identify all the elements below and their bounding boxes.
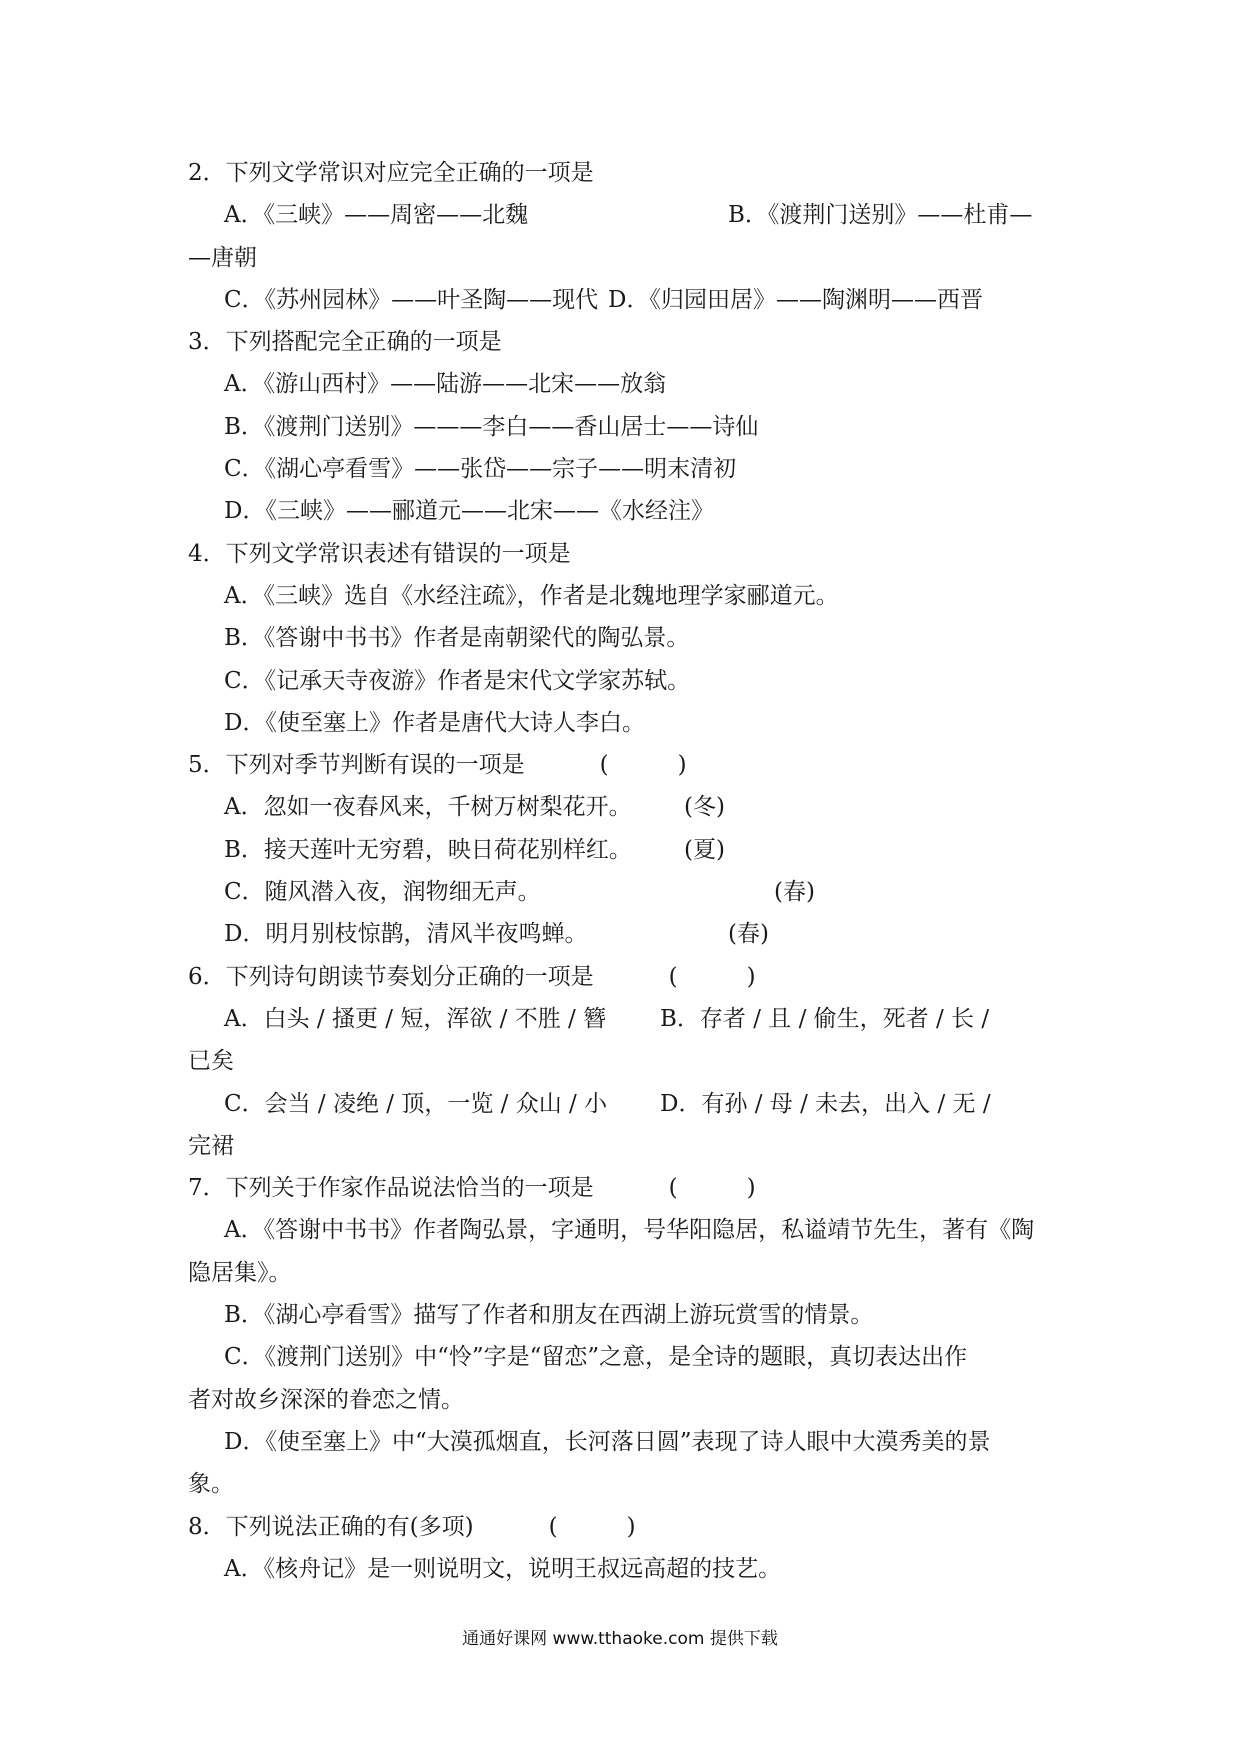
question-6-stem-line [188,956,1058,998]
answer-parentheses: ( ) [548,1513,636,1540]
question-7-option-c-continued: 者对故乡深深的眷恋之情。 [188,1386,464,1413]
question-7-option-c: C．《渡荆门送别》中“怜”字是“留恋”之意，是全诗的题眼，真切表达出作 [224,1344,968,1371]
question-5-option-d-line [188,913,1058,955]
season-label: (春) [774,879,815,906]
page-footer: 通通好课网 www.tthaoke.com 提供下载 [462,1629,778,1649]
question-6-option-b: B．存者 / 且 / 偷生，死者 / 长 / [660,1005,990,1032]
question-8-option-a: A．《核舟记》是一则说明文，说明王叔远高超的技艺。 [224,1555,782,1582]
question-4-option-c: C．《记承天寺夜游》作者是宋代文学家苏轼。 [224,667,691,694]
answer-parentheses: ( ) [668,963,756,990]
question-6-option-d-continued: 完裙 [188,1132,234,1159]
question-7-option-a: A．《答谢中书书》作者陶弘景，字通明，号华阳隐居，私谥靖节先生，著有《陶 [224,1217,1035,1244]
question-7-stem: 7．下列关于作家作品说法恰当的一项是 [188,1175,594,1202]
question-2-option-b-continued: —唐朝 [188,244,257,271]
question-2-stem: 2．下列文学常识对应完全正确的一项是 [188,160,594,186]
question-5-option-a-line [188,786,1058,828]
question-6-options-cd [188,1083,1058,1125]
question-7-option-d: D．《使至塞上》中“大漠孤烟直，长河落日圆”表现了诗人眼中大漠秀美的景 [224,1428,991,1455]
question-6-option-b-continued: 已矣 [188,1048,234,1075]
question-3-option-c: C．《湖心亭看雪》——张岱——宗子——明末清初 [224,456,737,483]
question-4-option-b: B．《答谢中书书》作者是南朝梁代的陶弘景。 [224,625,690,652]
question-2-option-d: D．《归园田居》——陶渊明——西晋 [608,286,983,313]
question-3-option-d: D．《三峡》——郦道元——北宋——《水经注》 [224,498,714,525]
question-5-stem-line [188,744,1058,786]
question-2-option-c: C．《苏州园林》——叶圣陶——现代 [224,286,599,313]
question-6-option-d: D．有孙 / 母 / 未去，出入 / 无 / [660,1090,991,1117]
season-label: (春) [728,921,769,948]
question-7-option-a-continued: 隐居集》。 [188,1259,292,1286]
question-7-option-d-continued: 象。 [188,1471,234,1498]
answer-parentheses: ( ) [599,752,687,779]
question-2-options-ab [188,194,1058,236]
season-label: (夏) [684,836,725,863]
question-4-option-a: A．《三峡》选自《水经注疏》，作者是北魏地理学家郦道元。 [224,582,839,609]
question-6-options-ab [188,998,1058,1040]
question-8-stem-line [188,1506,1058,1548]
question-5-option-a: A．忽如一夜春风来，千树万树梨花开。 [224,794,632,821]
question-2-option-b: B．《渡荆门送别》——杜甫— [728,202,1033,229]
question-5-option-c: C．随风潜入夜，润物细无声。 [224,879,541,906]
question-5-option-b: B．接天莲叶无穷碧，映日荷花别样红。 [224,836,632,863]
question-3-stem: 3．下列搭配完全正确的一项是 [188,329,502,356]
question-2-option-a: A．《三峡》——周密——北魏 [224,202,529,229]
exam-page [188,152,1058,1590]
question-2-options-cd [188,279,1058,321]
question-8-stem: 8．下列说法正确的有(多项) [188,1513,474,1540]
question-6-stem: 6．下列诗句朗读节奏划分正确的一项是 [188,963,594,990]
question-7-stem-line [188,1167,1058,1209]
question-5-option-d: D．明月别枝惊鹊，清风半夜鸣蝉。 [224,921,588,948]
question-3-option-b: B．《渡荆门送别》———李白——香山居士——诗仙 [224,413,759,440]
question-5-stem: 5．下列对季节判断有误的一项是 [188,752,525,779]
season-label: (冬) [684,794,725,821]
question-7-option-b: B．《湖心亭看雪》描写了作者和朋友在西湖上游玩赏雪的情景。 [224,1302,874,1329]
question-5-option-b-line [188,829,1058,871]
question-4-option-d: D．《使至塞上》作者是唐代大诗人李白。 [224,709,645,736]
question-4-stem: 4．下列文学常识表述有错误的一项是 [188,540,571,567]
question-6-option-a: A．白头 / 搔更 / 短，浑欲 / 不胜 / 簪 [224,1005,607,1032]
question-5-option-c-line [188,871,1058,913]
question-3-option-a: A．《游山西村》——陆游——北宋——放翁 [224,371,667,398]
answer-parentheses: ( ) [668,1175,756,1202]
question-6-option-c: C．会当 / 凌绝 / 顶，一览 / 众山 / 小 [224,1090,608,1117]
